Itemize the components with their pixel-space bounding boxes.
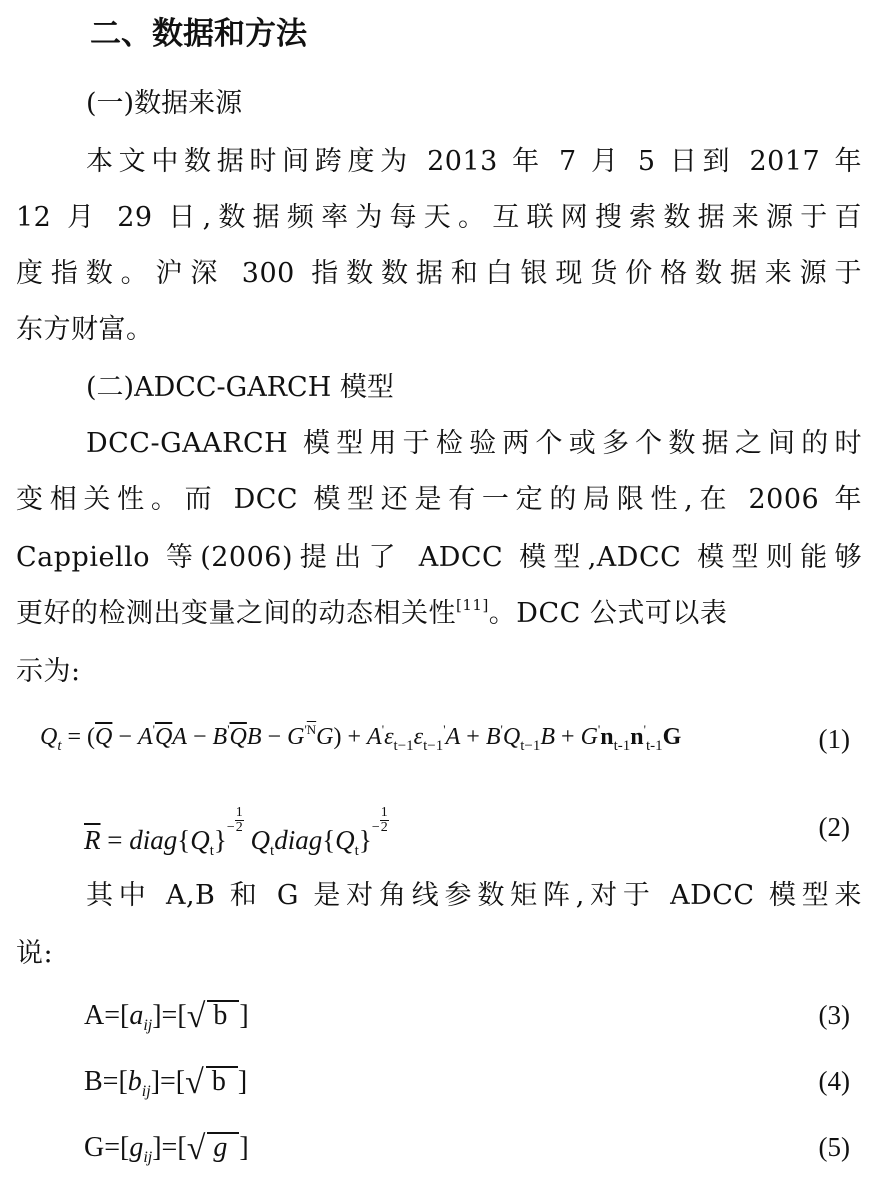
equation-3: $A=[a_{ij}]=[√$ b ] bbox=[84, 998, 249, 1035]
paragraph-line bbox=[16, 590, 862, 638]
eq-text: ]=[ bbox=[150, 1066, 186, 1097]
eq-var: g bbox=[129, 1132, 144, 1163]
section-title: 二、数据和方法 bbox=[90, 16, 307, 52]
eq-text: ]=[ bbox=[152, 1000, 187, 1031]
text-run: 更好的检测出变量之间的动态相关性 bbox=[16, 598, 456, 629]
equation-2: $\overline{R}$ = $diag\{Q_t\}-$ $\frac{1}{2}$ $Q_tdiag\{Q_t\}-$ $\frac{1}{2}$ bbox=[84, 805, 388, 859]
eq-text: ] bbox=[237, 1066, 248, 1097]
equation-5: $G=[g_{ij}]=[√$ g ] bbox=[84, 1130, 249, 1167]
paragraph-line: DCC-GAARCH 模型用于检验两个或多个数据之间的时 bbox=[86, 428, 862, 459]
paragraph-line: 其中 A,B 和 G 是对角线参数矩阵,对于 ADCC 模型来 bbox=[86, 880, 862, 911]
paragraph-line: 变相关性。而 DCC 模型还是有一定的局限性,在 2006 年 bbox=[16, 484, 862, 515]
equation-number: (4) bbox=[818, 1066, 850, 1096]
paragraph-line: 12 月 29 日,数据频率为每天。互联网搜索数据来源于百 bbox=[16, 202, 862, 233]
text-run: 。DCC 公式可以表 bbox=[488, 598, 728, 629]
eq-sub: ij bbox=[141, 1083, 151, 1100]
equation-4: $B=[b_{ij}]=[√$ b ] bbox=[84, 1064, 248, 1101]
eq-sub: ij bbox=[143, 1017, 153, 1034]
eq-radicand: g bbox=[207, 1132, 239, 1162]
eq-text: B=[ bbox=[84, 1066, 128, 1097]
eq-text: G=[ bbox=[84, 1132, 130, 1163]
citation-ref: [11] bbox=[456, 596, 489, 614]
eq-text: A=[ bbox=[84, 1000, 130, 1031]
paragraph-line: 说: bbox=[16, 938, 54, 969]
subsection-title-adcc-garch: (二)ADCC-GARCH 模型 bbox=[86, 372, 394, 403]
paragraph-line: Cappiello 等(2006)提出了 ADCC 模型,ADCC 模型则能够 bbox=[16, 542, 862, 573]
eq-text: ] bbox=[239, 1132, 249, 1163]
equation-number: (5) bbox=[818, 1132, 850, 1162]
paragraph-line: 东方财富。 bbox=[16, 314, 154, 345]
equation-number: (2) bbox=[818, 812, 850, 842]
eq-radicand: b bbox=[207, 1000, 239, 1030]
equation-1: $Q_t = (\overline{Q} - A'\overline{Q}A - B'\overline{Q}B - G^{'\overline{N}}G) + A'\varepsilon_{t-1}\varepsilon_{t-1}'A + B'Q_{t-1}B + G'n_{t-1}n'_{t-1}G$ bbox=[40, 722, 682, 754]
eq-sub: ij bbox=[143, 1149, 153, 1166]
eq-text: ] bbox=[239, 1000, 249, 1031]
eq-text: ]=[ bbox=[152, 1132, 187, 1163]
eq-radicand: b bbox=[206, 1066, 238, 1096]
equation-number: (1) bbox=[818, 724, 850, 754]
subsection-title-data-source: (一)数据来源 bbox=[86, 88, 243, 119]
paragraph-line: 度指数。沪深 300 指数数据和白银现货价格数据来源于 bbox=[16, 258, 862, 289]
paragraph-line: 本文中数据时间跨度为 2013 年 7 月 5 日到 2017 年 bbox=[86, 146, 862, 177]
eq-var: b bbox=[127, 1066, 142, 1097]
eq-var: a bbox=[129, 1000, 144, 1031]
equation-number: (3) bbox=[818, 1000, 850, 1030]
paragraph-line: 示为: bbox=[16, 656, 81, 687]
